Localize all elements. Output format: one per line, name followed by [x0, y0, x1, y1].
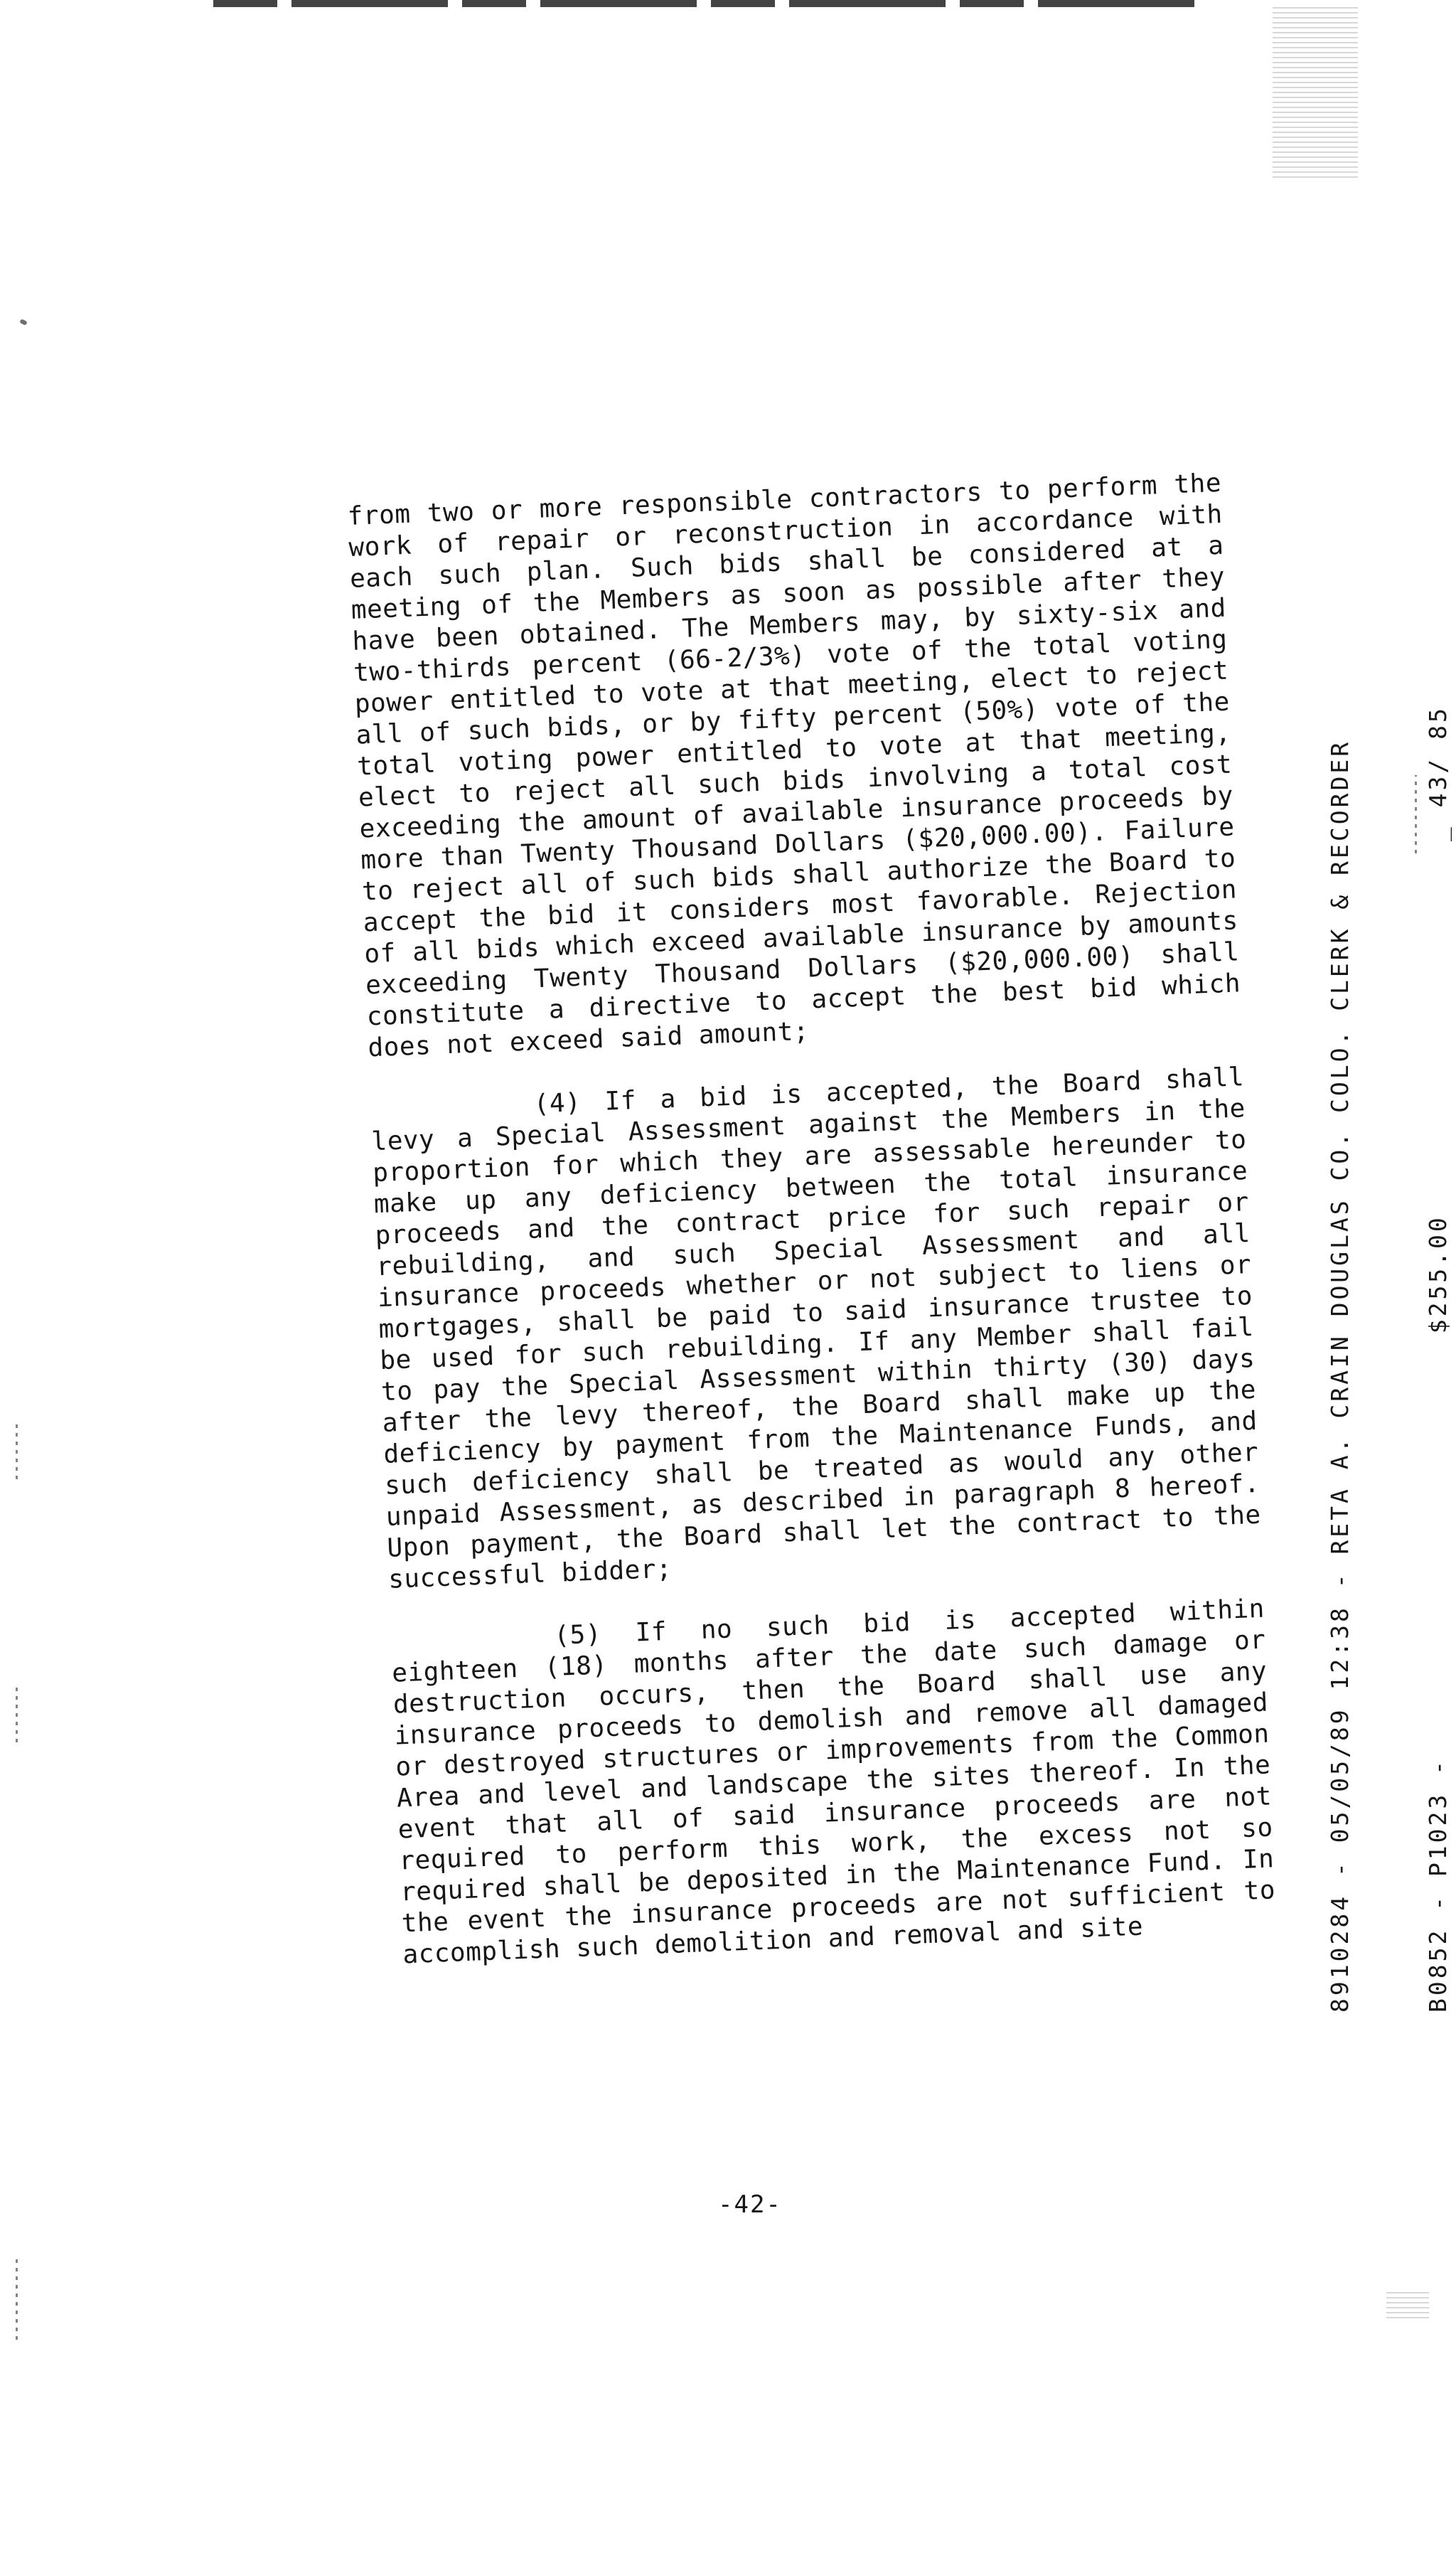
scan-noise-bottom-right — [1386, 2290, 1429, 2318]
scan-top-edge — [213, 0, 1194, 7]
recording-stamp-line-1: 8910284 - 05/05/89 12:38 - RETA A. CRAIN DOUGLAS CO. COLO. CLERK & RECORDER — [1326, 739, 1354, 2013]
body-text — [347, 468, 1277, 1971]
scan-margin-mark — [16, 2254, 18, 2340]
page-number: -42- — [718, 2190, 782, 2219]
scan-margin-mark — [16, 1422, 18, 1479]
scan-speck — [19, 319, 28, 326]
recording-stamp — [1258, 705, 1456, 2013]
scan-margin-mark — [16, 1685, 18, 1742]
paragraph-5-no-bid-accepted: (5) If no such bid is accepted within eighteen (18) months after the date such damage or destruction occurs, then the Board shall use any insurance proceeds to demolish and remove all damaged or destroyed structures or improvements from the Common Area and level and landscape the sites thereof. In the event that all of said insurance proceeds are not required to perform this work, the excess not so required shall be deposited in the Maintenance Fund. In the event the insurance proceeds are not sufficient to accomplish such demolition and removal and site — [391, 1594, 1276, 1970]
paragraph-bids: from two or more responsible contractors to perform the work of repair or reconstruction in accordance with each such plan. Such bids shall be considered at a meeting of the Members as soon as possible after they have been obtained. The Members may, by sixty-six and two-thirds percent (66-2/3%) vote of the total voting power entitled to vote at that meeting, elect to reject all of such bids, or by fifty percent (50%) vote of the total voting power entitled to vote at that meeting, elect to reject all such bids involving a total cost exceeding the amount of available insurance proceeds by more than Twenty Thousand Dollars ($20,000.00). Failure to reject all of such bids shall authorize the Board to accept the bid it considers most favorable. Rejection of all bids which exceed available insurance by amounts exceeding Twenty Thousand Dollars ($20,000.00) shall constitute a directive to accept the best bid which does not exceed said amount; — [347, 468, 1241, 1063]
scan-noise-top-right — [1273, 7, 1358, 178]
recording-stamp-line-2: B0852 - P1023 - $255.00 _ 43/ 85 — [1424, 705, 1452, 2013]
paragraph-4-special-assessment: (4) If a bid is accepted, the Board shall levy a Special Assessment against the Members in the proportion for which they are assessable hereunder to make up any deficiency between the total insurance proceeds and the contract price for such repair or rebuilding, and such Special Assessment and all insurance proceeds whether or not subject to liens or mortgages, shall be paid to said insurance trustee to be used for such rebuilding. If any Member shall fail to pay the Special Assessment within thirty (30) days after the levy thereof, the Board shall make up the deficiency by payment from the Maintenance Funds, and such deficiency shall be treated as would any other unpaid Assessment, as described in paragraph 8 hereof. Upon payment, the Board shall let the contract to the successful bidder; — [370, 1062, 1262, 1594]
